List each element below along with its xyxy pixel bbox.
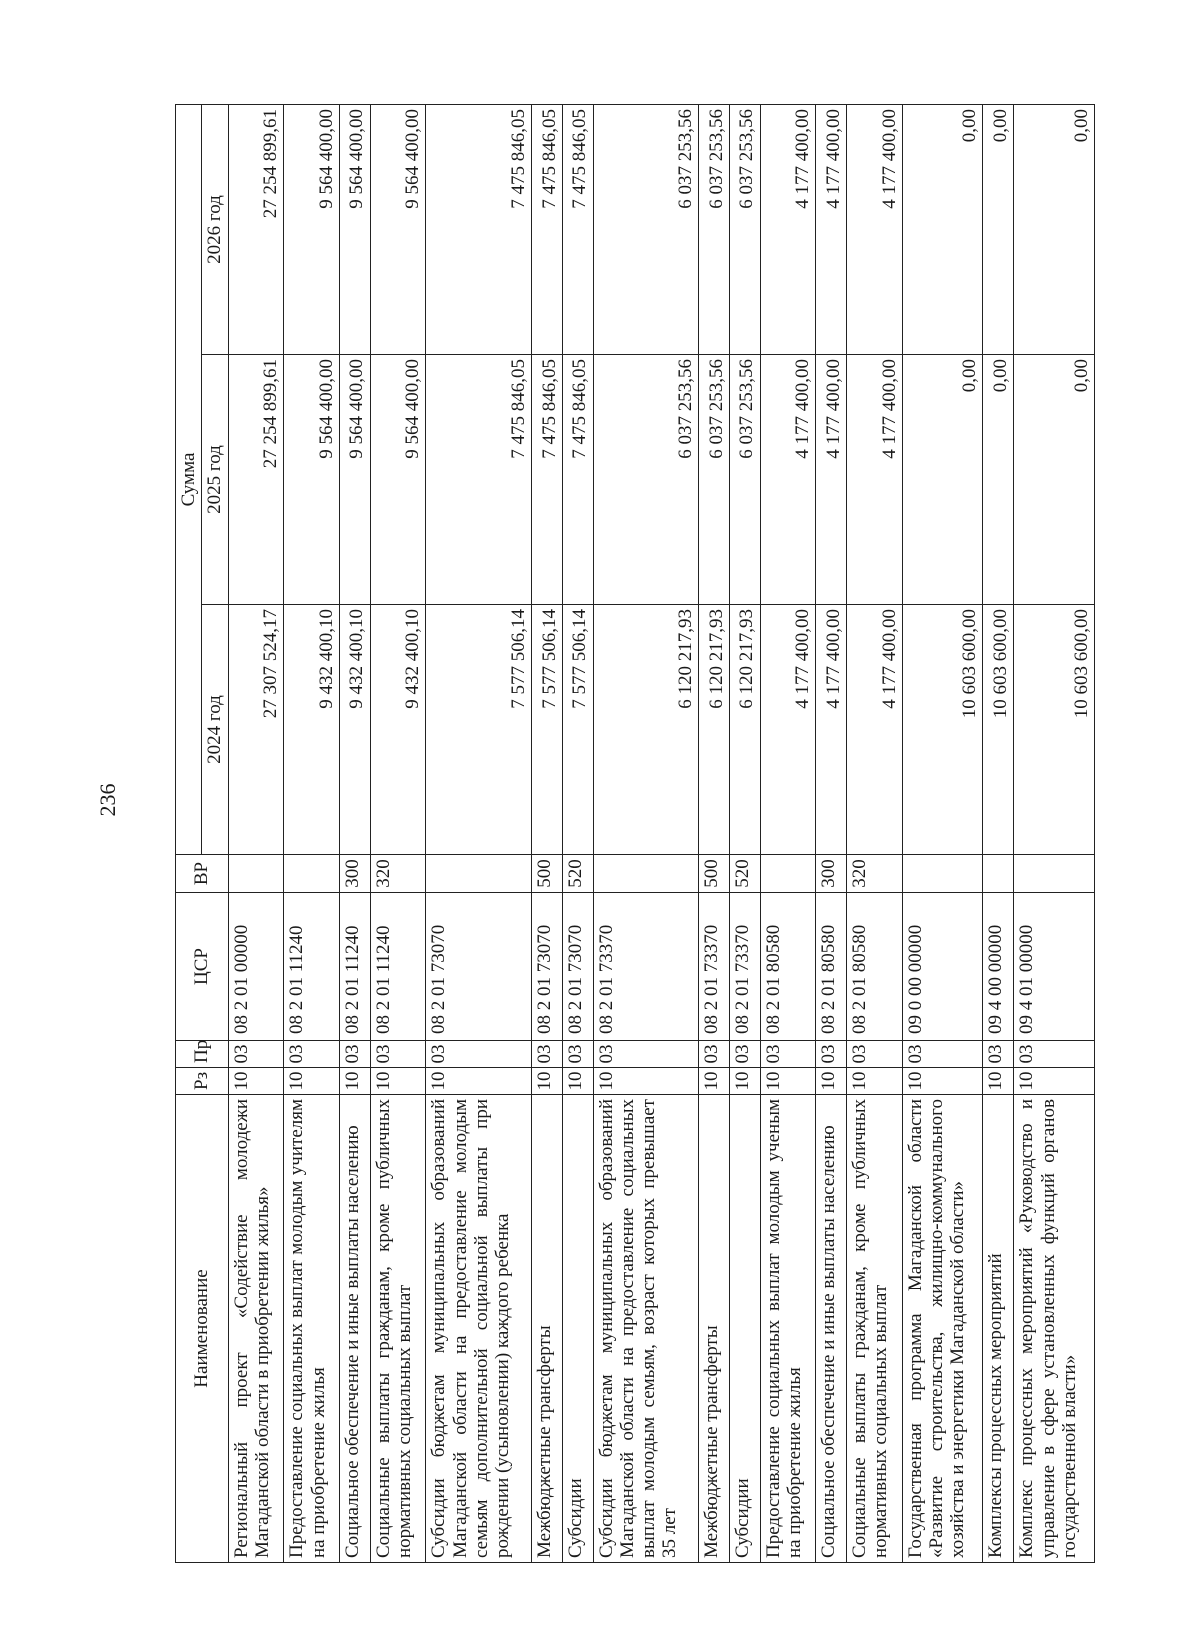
- cell-name: Комплекс процессных мероприятий «Руководство и управление в сфере установленных функций органов государственной власти»: [1014, 1095, 1095, 1563]
- cell-pr: 03: [699, 1041, 730, 1068]
- cell-2024: 4 177 400,00: [760, 605, 816, 855]
- cell-name: Субсидии бюджетам муниципальных образований Магаданской области на предоставление социальных выплат молодым семьям, возраст которых превышает 35 лет: [593, 1095, 699, 1563]
- cell-2026: 7 475 846,05: [531, 105, 562, 355]
- cell-csr: 08 2 01 73370: [699, 893, 730, 1041]
- cell-rz: 10: [699, 1068, 730, 1095]
- cell-vr: 320: [370, 855, 426, 893]
- cell-csr: 08 2 01 80580: [760, 893, 816, 1041]
- cell-csr: 09 4 01 00000: [1014, 893, 1095, 1041]
- cell-2025: 0,00: [1014, 355, 1095, 605]
- header-rz: Рз: [176, 1068, 229, 1095]
- cell-vr: 300: [339, 855, 370, 893]
- table-row: [370, 105, 426, 1563]
- cell-vr: [593, 855, 699, 893]
- cell-2026: 4 177 400,00: [816, 105, 847, 355]
- cell-2026: 6 037 253,56: [699, 105, 730, 355]
- cell-rz: 10: [1014, 1068, 1095, 1095]
- cell-csr: 08 2 01 80580: [847, 893, 903, 1041]
- header-2024: 2024 год: [202, 605, 228, 855]
- cell-csr: 08 2 01 73370: [729, 893, 760, 1041]
- cell-csr: 08 2 01 73070: [426, 893, 532, 1041]
- cell-csr: 08 2 01 11240: [284, 893, 340, 1041]
- cell-2024: 10 603 600,00: [902, 605, 983, 855]
- cell-rz: 10: [902, 1068, 983, 1095]
- cell-vr: [983, 855, 1014, 893]
- cell-vr: [426, 855, 532, 893]
- cell-2024: 9 432 400,10: [370, 605, 426, 855]
- cell-2026: 7 475 846,05: [426, 105, 532, 355]
- cell-pr: 03: [370, 1041, 426, 1068]
- cell-2024: 7 577 506,14: [562, 605, 593, 855]
- cell-csr: 09 0 00 00000: [902, 893, 983, 1041]
- cell-2025: 6 037 253,56: [729, 355, 760, 605]
- cell-2025: 6 037 253,56: [699, 355, 730, 605]
- cell-vr: [1014, 855, 1095, 893]
- cell-csr: 08 2 01 80580: [816, 893, 847, 1041]
- budget-table: [175, 104, 1095, 1563]
- cell-2026: 9 564 400,00: [284, 105, 340, 355]
- table-row: [902, 105, 983, 1563]
- cell-2025: 7 475 846,05: [426, 355, 532, 605]
- cell-name: Региональный проект «Содействие молодежи Магаданской области в приобретении жилья»: [228, 1095, 284, 1563]
- cell-2024: 6 120 217,93: [593, 605, 699, 855]
- cell-name: Предоставление социальных выплат молодым ученым на приобретение жилья: [760, 1095, 816, 1563]
- cell-2025: 9 564 400,00: [339, 355, 370, 605]
- cell-pr: 03: [1014, 1041, 1095, 1068]
- cell-rz: 10: [562, 1068, 593, 1095]
- cell-vr: [228, 855, 284, 893]
- cell-rz: 10: [760, 1068, 816, 1095]
- table-row: [593, 105, 699, 1563]
- header-name: Наименование: [176, 1095, 229, 1563]
- cell-2025: 9 564 400,00: [370, 355, 426, 605]
- cell-2024: 7 577 506,14: [426, 605, 532, 855]
- table-row: [562, 105, 593, 1563]
- cell-name: Субсидии: [729, 1095, 760, 1563]
- cell-2026: 6 037 253,56: [593, 105, 699, 355]
- cell-2024: 10 603 600,00: [983, 605, 1014, 855]
- cell-name: Социальное обеспечение и иные выплаты населению: [816, 1095, 847, 1563]
- page-number: 236: [95, 783, 120, 817]
- cell-2025: 6 037 253,56: [593, 355, 699, 605]
- cell-csr: 09 4 00 00000: [983, 893, 1014, 1041]
- cell-2024: 4 177 400,00: [847, 605, 903, 855]
- cell-csr: 08 2 01 00000: [228, 893, 284, 1041]
- cell-2024: 10 603 600,00: [1014, 605, 1095, 855]
- cell-pr: 03: [760, 1041, 816, 1068]
- cell-rz: 10: [426, 1068, 532, 1095]
- header-vr: ВР: [176, 855, 229, 893]
- header-pr: Пр: [176, 1041, 229, 1068]
- table-row: [1014, 105, 1095, 1563]
- cell-rz: 10: [847, 1068, 903, 1095]
- cell-vr: [902, 855, 983, 893]
- cell-vr: 320: [847, 855, 903, 893]
- cell-2025: 9 564 400,00: [284, 355, 340, 605]
- cell-2025: 7 475 846,05: [562, 355, 593, 605]
- header-summa: Сумма: [176, 105, 202, 855]
- cell-2025: 0,00: [902, 355, 983, 605]
- cell-name: Государственная программа Магаданской области «Развитие строительства, жилищно-коммунального хозяйства и энергетики Магаданской области»: [902, 1095, 983, 1563]
- table-row: [699, 105, 730, 1563]
- cell-csr: 08 2 01 73070: [562, 893, 593, 1041]
- table-row: [729, 105, 760, 1563]
- cell-vr: [760, 855, 816, 893]
- cell-2024: 4 177 400,00: [816, 605, 847, 855]
- cell-pr: 03: [562, 1041, 593, 1068]
- cell-pr: 03: [847, 1041, 903, 1068]
- cell-vr: 300: [816, 855, 847, 893]
- cell-name: Субсидии бюджетам муниципальных образований Магаданской области на предоставление молодым семьям дополнительной социальной выплаты при рождении (усыновлении) каждого ребенка: [426, 1095, 532, 1563]
- cell-pr: 03: [593, 1041, 699, 1068]
- table-body: [228, 105, 1094, 1563]
- table-row: [760, 105, 816, 1563]
- cell-name: Межбюджетные трансферты: [699, 1095, 730, 1563]
- cell-name: Предоставление социальных выплат молодым учителям на приобретение жилья: [284, 1095, 340, 1563]
- cell-csr: 08 2 01 11240: [339, 893, 370, 1041]
- table-row: [426, 105, 532, 1563]
- cell-2025: 4 177 400,00: [847, 355, 903, 605]
- cell-2026: 9 564 400,00: [370, 105, 426, 355]
- cell-2024: 9 432 400,10: [284, 605, 340, 855]
- cell-2024: 6 120 217,93: [729, 605, 760, 855]
- cell-2026: 4 177 400,00: [847, 105, 903, 355]
- cell-pr: 03: [228, 1041, 284, 1068]
- cell-2024: 9 432 400,10: [339, 605, 370, 855]
- cell-2024: 7 577 506,14: [531, 605, 562, 855]
- cell-rz: 10: [531, 1068, 562, 1095]
- cell-name: Межбюджетные трансферты: [531, 1095, 562, 1563]
- cell-rz: 10: [228, 1068, 284, 1095]
- cell-pr: 03: [983, 1041, 1014, 1068]
- table-row: [284, 105, 340, 1563]
- cell-rz: 10: [284, 1068, 340, 1095]
- cell-rz: 10: [339, 1068, 370, 1095]
- cell-rz: 10: [593, 1068, 699, 1095]
- cell-name: Социальные выплаты гражданам, кроме публичных нормативных социальных выплат: [847, 1095, 903, 1563]
- cell-pr: 03: [902, 1041, 983, 1068]
- cell-pr: 03: [426, 1041, 532, 1068]
- cell-2026: 0,00: [983, 105, 1014, 355]
- cell-rz: 10: [816, 1068, 847, 1095]
- cell-2025: 4 177 400,00: [816, 355, 847, 605]
- header-2026: 2026 год: [202, 105, 228, 355]
- cell-2026: 4 177 400,00: [760, 105, 816, 355]
- cell-vr: 520: [562, 855, 593, 893]
- cell-2026: 6 037 253,56: [729, 105, 760, 355]
- cell-2024: 6 120 217,93: [699, 605, 730, 855]
- table-row: [339, 105, 370, 1563]
- cell-2025: 4 177 400,00: [760, 355, 816, 605]
- cell-name: Комплексы процессных мероприятий: [983, 1095, 1014, 1563]
- cell-rz: 10: [983, 1068, 1014, 1095]
- cell-2026: 0,00: [902, 105, 983, 355]
- cell-pr: 03: [339, 1041, 370, 1068]
- cell-2025: 7 475 846,05: [531, 355, 562, 605]
- table-row: [847, 105, 903, 1563]
- cell-vr: 500: [531, 855, 562, 893]
- cell-2025: 27 254 899,61: [228, 355, 284, 605]
- cell-pr: 03: [531, 1041, 562, 1068]
- cell-csr: 08 2 01 73370: [593, 893, 699, 1041]
- cell-vr: 500: [699, 855, 730, 893]
- table-row: [531, 105, 562, 1563]
- cell-vr: 520: [729, 855, 760, 893]
- cell-2025: 0,00: [983, 355, 1014, 605]
- cell-2024: 27 307 524,17: [228, 605, 284, 855]
- cell-name: Социальное обеспечение и иные выплаты населению: [339, 1095, 370, 1563]
- cell-2026: 7 475 846,05: [562, 105, 593, 355]
- header-csr: ЦСР: [176, 893, 229, 1041]
- header-2025: 2025 год: [202, 355, 228, 605]
- cell-name: Социальные выплаты гражданам, кроме публичных нормативных социальных выплат: [370, 1095, 426, 1563]
- cell-pr: 03: [284, 1041, 340, 1068]
- table-row: [816, 105, 847, 1563]
- cell-rz: 10: [729, 1068, 760, 1095]
- cell-2026: 9 564 400,00: [339, 105, 370, 355]
- cell-vr: [284, 855, 340, 893]
- cell-name: Субсидии: [562, 1095, 593, 1563]
- cell-rz: 10: [370, 1068, 426, 1095]
- cell-csr: 08 2 01 11240: [370, 893, 426, 1041]
- cell-2026: 27 254 899,61: [228, 105, 284, 355]
- cell-csr: 08 2 01 73070: [531, 893, 562, 1041]
- cell-pr: 03: [729, 1041, 760, 1068]
- cell-pr: 03: [816, 1041, 847, 1068]
- cell-2026: 0,00: [1014, 105, 1095, 355]
- table-row: [228, 105, 284, 1563]
- table-row: [983, 105, 1014, 1563]
- budget-table-rotated: [175, 105, 1095, 1563]
